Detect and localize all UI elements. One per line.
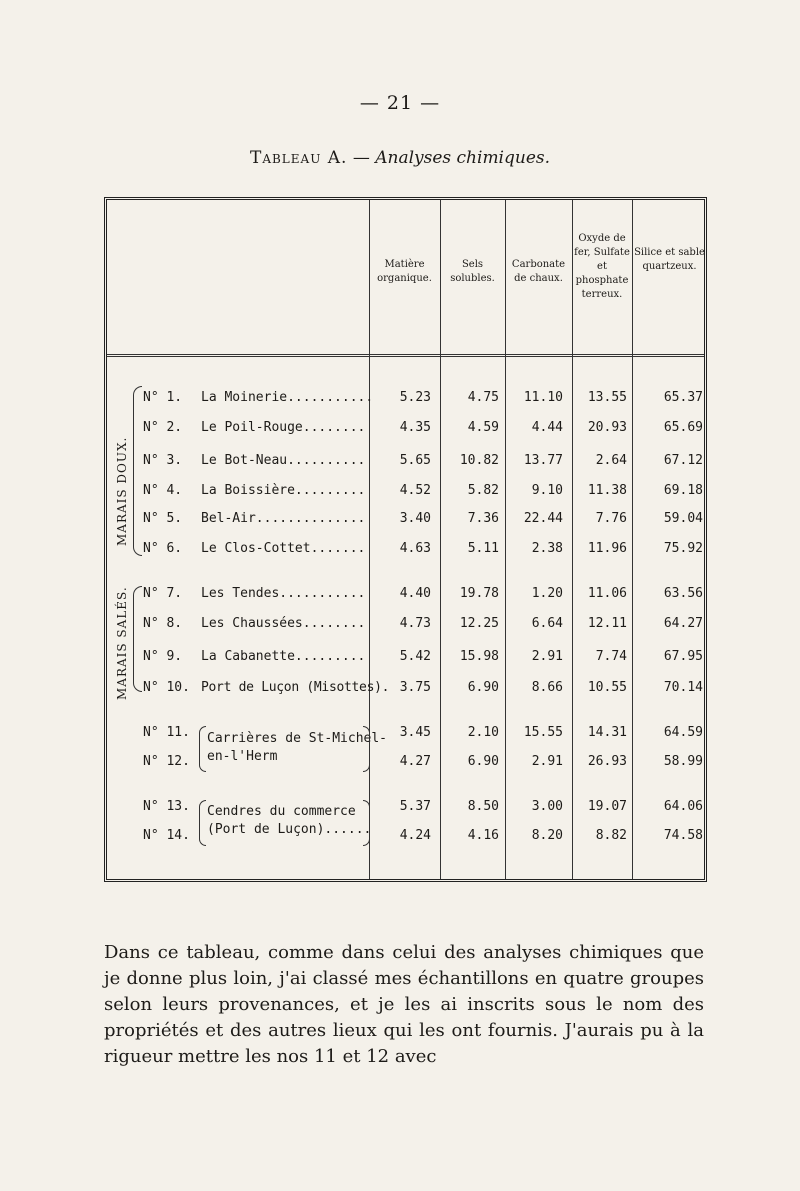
cell-matiere: 3.75 [399, 680, 431, 695]
table-row [107, 646, 704, 668]
pair-name-line: (Port de Luçon)...... [207, 822, 372, 837]
row-number: N° 3. [143, 453, 183, 468]
row-number: N° 8. [143, 616, 183, 631]
cell-carbonate: 22.44 [523, 511, 563, 526]
pair-name-line: Cendres du commerce [207, 804, 356, 819]
table-row [107, 825, 704, 847]
cell-matiere: 3.45 [399, 725, 431, 740]
cell-sels: 7.36 [467, 511, 499, 526]
cell-matiere: 4.24 [399, 828, 431, 843]
cell-matiere: 4.27 [399, 754, 431, 769]
group-label-marais-doux: MARAIS DOUX. [115, 436, 129, 546]
cell-matiere: 4.73 [399, 616, 431, 631]
cell-matiere: 4.52 [399, 483, 431, 498]
body-paragraph: Dans ce tableau, comme dans celui des analyses chimiques que je donne plus loin, j'ai classé mes échantillons en quatre groupes selon leurs provenances, et je les ai inscrits sous le nom des propriétés et des autres lieux qui les ont fournis. J'aurais pu à la rigueur mettre les nos 11 et 12 avec [104, 942, 704, 1067]
pair-brace [199, 800, 206, 846]
cell-sels: 6.90 [467, 754, 499, 769]
row-number: N° 12. [143, 754, 190, 769]
pair-brace [363, 726, 370, 772]
cell-oxyde: 14.31 [587, 725, 627, 740]
row-name: Le Bot-Neau.......... [201, 453, 366, 468]
cell-oxyde: 11.06 [587, 586, 627, 601]
cell-silice: 65.37 [663, 390, 703, 405]
cell-silice: 64.59 [663, 725, 703, 740]
pair-name-line: en-l'Herm [207, 749, 278, 764]
row-number: N° 14. [143, 828, 190, 843]
cell-silice: 59.04 [663, 511, 703, 526]
pair-brace [199, 726, 206, 772]
cell-carbonate: 8.20 [531, 828, 563, 843]
cell-carbonate: 2.91 [531, 649, 563, 664]
cell-oxyde: 11.38 [587, 483, 627, 498]
cell-oxyde: 19.07 [587, 799, 627, 814]
cell-matiere: 5.37 [399, 799, 431, 814]
row-name: La Moinerie........... [201, 390, 374, 405]
cell-matiere: 5.23 [399, 390, 431, 405]
cell-sels: 12.25 [459, 616, 499, 631]
cell-silice: 63.56 [663, 586, 703, 601]
pair-name-cendres [207, 803, 371, 839]
cell-oxyde: 26.93 [587, 754, 627, 769]
cell-silice: 70.14 [663, 680, 703, 695]
cell-matiere: 5.65 [399, 453, 431, 468]
row-number: N° 4. [143, 483, 183, 498]
cell-silice: 64.27 [663, 616, 703, 631]
cell-sels: 4.59 [467, 420, 499, 435]
cell-carbonate: 6.64 [531, 616, 563, 631]
cell-matiere: 3.40 [399, 511, 431, 526]
row-name: Le Clos-Cottet....... [201, 541, 366, 556]
cell-sels: 4.16 [467, 828, 499, 843]
cell-sels: 2.10 [467, 725, 499, 740]
cell-matiere: 4.40 [399, 586, 431, 601]
table-row [107, 417, 704, 439]
row-name: La Cabanette......... [201, 649, 366, 664]
table-row [107, 677, 704, 699]
cell-oxyde: 7.76 [595, 511, 627, 526]
pair-brace [363, 800, 370, 846]
cell-carbonate: 2.91 [531, 754, 563, 769]
cell-carbonate: 1.20 [531, 586, 563, 601]
cell-silice: 67.95 [663, 649, 703, 664]
cell-sels: 5.82 [467, 483, 499, 498]
cell-matiere: 5.42 [399, 649, 431, 664]
cell-silice: 69.18 [663, 483, 703, 498]
cell-silice: 74.58 [663, 828, 703, 843]
row-name: Bel-Air.............. [201, 511, 366, 526]
cell-sels: 10.82 [459, 453, 499, 468]
cell-sels: 5.11 [467, 541, 499, 556]
row-number: N° 1. [143, 390, 183, 405]
cell-oxyde: 10.55 [587, 680, 627, 695]
cell-oxyde: 7.74 [595, 649, 627, 664]
cell-sels: 8.50 [467, 799, 499, 814]
cell-silice: 58.99 [663, 754, 703, 769]
cell-carbonate: 8.66 [531, 680, 563, 695]
cell-oxyde: 20.93 [587, 420, 627, 435]
header-oxyde: Oxyde de fer, Sulfate et phosphate terreux. [574, 233, 630, 300]
pair-name-line: Carrières de St-Michel- [207, 731, 388, 746]
row-number: N° 10. [143, 680, 190, 695]
cell-carbonate: 4.44 [531, 420, 563, 435]
cell-sels: 15.98 [459, 649, 499, 664]
header-carbonate: Carbonate de chaux. [511, 259, 566, 284]
cell-oxyde: 12.11 [587, 616, 627, 631]
cell-carbonate: 15.55 [523, 725, 563, 740]
row-number: N° 11. [143, 725, 190, 740]
table-row [107, 538, 704, 560]
page-number: — 21 — [359, 92, 441, 114]
analysis-table [104, 197, 707, 882]
table-row [107, 480, 704, 502]
row-name: Les Tendes........... [201, 586, 366, 601]
cell-matiere: 4.35 [399, 420, 431, 435]
row-name: Le Poil-Rouge........ [201, 420, 366, 435]
cell-matiere: 4.63 [399, 541, 431, 556]
table-row [107, 722, 704, 744]
header-silice: Silice et sable quartzeux. [634, 247, 705, 272]
cell-oxyde: 2.64 [595, 453, 627, 468]
row-number: N° 7. [143, 586, 183, 601]
cell-silice: 75.92 [663, 541, 703, 556]
header-matiere: Matière organique. [377, 259, 432, 284]
row-name: La Boissière......... [201, 483, 366, 498]
header-sels: Sels solubles. [450, 259, 495, 284]
row-name: Port de Luçon (Misottes). [201, 680, 390, 695]
table-row [107, 387, 704, 409]
table-row [107, 508, 704, 530]
cell-sels: 4.75 [467, 390, 499, 405]
cell-oxyde: 13.55 [587, 390, 627, 405]
cell-silice: 65.69 [663, 420, 703, 435]
table-row [107, 751, 704, 773]
row-number: N° 6. [143, 541, 183, 556]
cell-silice: 67.12 [663, 453, 703, 468]
table-title-lead: Tableau A. [249, 148, 348, 168]
header-divider [107, 354, 704, 357]
cell-carbonate: 2.38 [531, 541, 563, 556]
row-number: N° 9. [143, 649, 183, 664]
table-title-subtitle: — Analyses chimiques. [352, 148, 551, 168]
pair-name-carrieres [207, 730, 387, 766]
table-row [107, 613, 704, 635]
table-row [107, 796, 704, 818]
table-row [107, 583, 704, 605]
cell-carbonate: 9.10 [531, 483, 563, 498]
cell-oxyde: 8.82 [595, 828, 627, 843]
cell-sels: 19.78 [459, 586, 499, 601]
row-name: Les Chaussées........ [201, 616, 366, 631]
table-row [107, 450, 704, 472]
cell-carbonate: 13.77 [523, 453, 563, 468]
row-number: N° 13. [143, 799, 190, 814]
cell-oxyde: 11.96 [587, 541, 627, 556]
cell-silice: 64.06 [663, 799, 703, 814]
row-number: N° 5. [143, 511, 183, 526]
row-number: N° 2. [143, 420, 183, 435]
cell-carbonate: 3.00 [531, 799, 563, 814]
table-title [0, 148, 800, 168]
cell-sels: 6.90 [467, 680, 499, 695]
group-label-marais-sales: MARAIS SALÉS. [115, 586, 129, 700]
cell-carbonate: 11.10 [523, 390, 563, 405]
